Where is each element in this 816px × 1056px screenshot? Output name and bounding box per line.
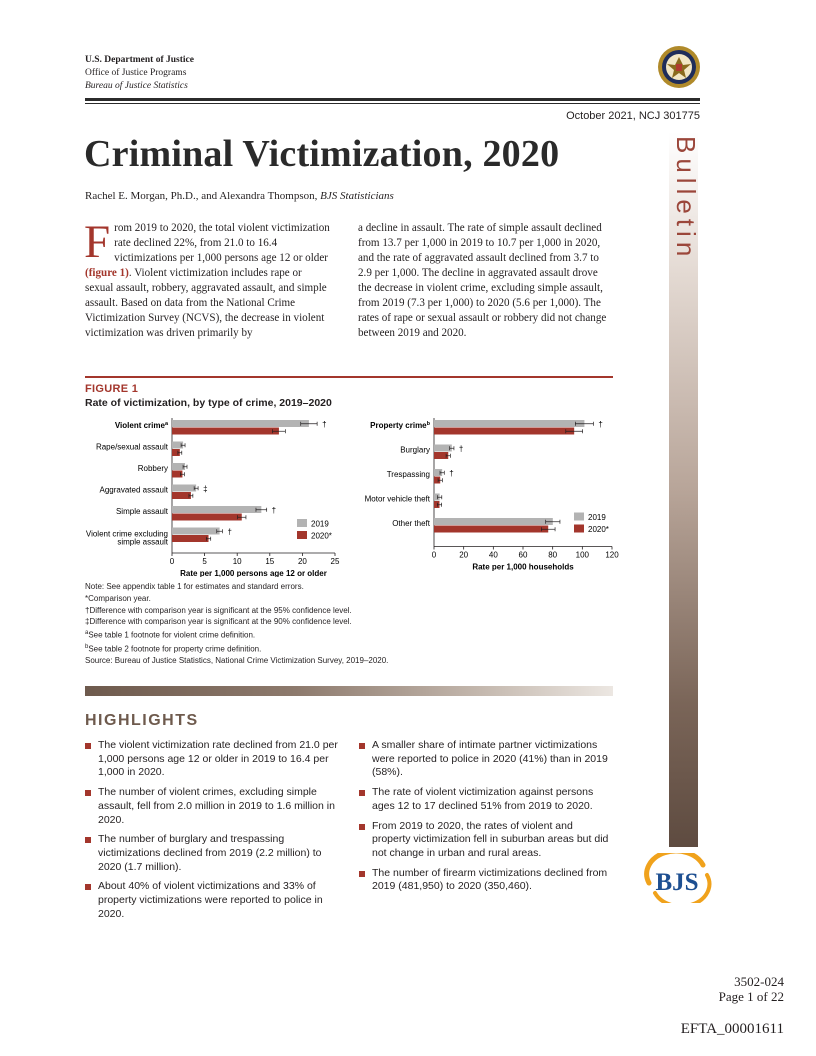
highlight-item: About 40% of violent victimizations and 33% of property victimizations were reported to police in 2020. — [85, 880, 340, 921]
category-label: Robbery — [137, 464, 168, 473]
figure-notes — [85, 581, 388, 667]
bulletin-text: Bulletin — [671, 136, 701, 262]
bar-2019 — [434, 445, 452, 452]
category-label: Trespassing — [386, 470, 430, 479]
x-tick-label: 0 — [431, 550, 437, 560]
bar-2020 — [172, 428, 279, 435]
figure-rule — [85, 376, 613, 378]
author-role: BJS Statisticians — [320, 190, 394, 202]
bulletin-label — [669, 136, 701, 276]
x-tick-label: 20 — [459, 550, 469, 560]
highlight-item: The number of burglary and trespassing victimizations declined from 2019 (2.2 million) to 2020 (1.7 million). — [85, 833, 340, 874]
significance-marker: † — [271, 505, 277, 515]
report-id: October 2021, NCJ 301775 — [566, 110, 700, 122]
page-number: Page 1 of 22 — [718, 989, 784, 1004]
bar-2019 — [172, 420, 309, 427]
category-superscript: b — [426, 421, 430, 427]
category-label: simple assault — [117, 537, 168, 547]
note-line: *Comparison year. — [85, 593, 151, 603]
bar-2019 — [172, 528, 220, 535]
legend-label: 2019 — [311, 519, 329, 529]
figure-label: FIGURE 1 — [85, 383, 139, 395]
significance-marker: † — [598, 419, 603, 429]
bar-2020 — [172, 514, 242, 521]
section-divider — [85, 686, 613, 696]
authors — [85, 190, 394, 202]
department-name: U.S. Department of Justice — [85, 55, 194, 65]
highlights-left-column — [85, 739, 340, 927]
x-tick-label: 15 — [265, 557, 275, 566]
highlight-item: From 2019 to 2020, the rates of violent and property victimization fell in suburban areas but did not change in urban and rural areas. — [359, 820, 614, 861]
note-line: $^b$See table 2 footnote for property crime definition. — [85, 643, 262, 654]
highlight-item: The number of violent crimes, excluding simple assault, fell from 2.0 million in 2019 to 1.6 million in 2020. — [85, 786, 340, 827]
highlight-item: A smaller share of intimate partner victimizations were reported to police in 2020 (41%) than in 2019 (58%). — [359, 739, 614, 780]
category-label: Aggravated assault — [99, 485, 168, 495]
significance-marker: ‡ — [203, 484, 208, 494]
intro-text-1: rom 2019 to 2020, the total violent victimization rate declined 22%, from 21.0 to 16.4 victimizations per 1,000 persons age 12 or older — [114, 222, 330, 264]
significance-marker: † — [458, 444, 464, 454]
x-tick-label: 20 — [297, 557, 307, 566]
bar-2020 — [434, 428, 574, 435]
x-axis-title: Rate per 1,000 persons age 12 or older — [180, 569, 327, 577]
x-tick-label: 80 — [548, 550, 558, 560]
bar-2020 — [434, 526, 548, 533]
note-line: †Difference with comparison year is significant at the 95% confidence level. — [85, 605, 352, 615]
highlight-item: The rate of violent victimization against persons ages 12 to 17 declined 51% from 2019 to 2020. — [359, 786, 614, 813]
dropcap: F — [84, 216, 111, 268]
intro-right-column: a decline in assault. The rate of simple assault declined from 13.7 per 1,000 in 2019 to 10.7 per 1,000 in 2020, and the rate of aggravated assault declined from 3.7 to 2.9 per 1,000. The decline in aggravated assault drove the decrease in violent crime, excluding simple assault, from 2019 (7.3 per 1,000) to 2020 (5.6 per 1,000). The rates of rape or sexual assault or robbery did not change between 2019 and 2020. — [358, 222, 607, 339]
highlight-item: The violent victimization rate declined from 21.0 per 1,000 persons age 12 or older in 2019 to 16.4 per 1,000 in 2020. — [85, 739, 340, 780]
x-tick-label: 25 — [330, 557, 340, 566]
category-label: Burglary — [400, 445, 430, 455]
legend-swatch — [574, 513, 584, 521]
x-tick-label: 40 — [488, 550, 498, 560]
figure-ref-link[interactable]: (figure 1) — [85, 267, 129, 279]
efta-id: EFTA_00001611 — [680, 1021, 784, 1037]
bar-2019 — [434, 420, 584, 427]
doc-number: 3502-024 — [734, 974, 784, 989]
intro-text-2: . Violent victimization includes rape or sexual assault, robbery, aggravated assault, and simple assault. Based on data from the National Crime Victimization Survey (NCVS), the decrease in violent victimization was driven primarily by — [85, 267, 327, 339]
category-label: Property crime$^b$ — [370, 421, 430, 430]
significance-marker: † — [322, 419, 327, 429]
bar-2019 — [434, 518, 553, 525]
highlights-title: HIGHLIGHTS — [85, 712, 199, 729]
legend-swatch — [297, 519, 307, 527]
author-names: Rachel E. Morgan, Ph.D., and Alexandra Thompson, — [85, 190, 318, 202]
legend-label: 2020* — [588, 525, 609, 534]
figure-1-chart — [80, 412, 620, 577]
highlight-item: The number of firearm victimizations declined from 2019 (481,950) to 2020 (350,460). — [359, 867, 614, 894]
note-line: $^a$See table 1 footnote for violent crime definition. — [85, 630, 256, 640]
significance-marker: † — [227, 527, 232, 537]
x-tick-label: 100 — [575, 550, 590, 560]
x-tick-label: 0 — [169, 557, 175, 566]
bar-2020 — [172, 535, 209, 542]
figure-title: Rate of victimization, by type of crime, 2019–2020 — [85, 397, 332, 409]
header-rule-thin — [85, 103, 700, 104]
category-label: Violent crime$^a$ — [114, 421, 168, 430]
page-title: Criminal Victimization, 2020 — [84, 133, 560, 175]
legend-swatch — [297, 531, 307, 539]
bureau-name: Bureau of Justice Statistics — [85, 81, 188, 91]
category-label: Violent crime excluding — [85, 529, 168, 539]
header-rule — [85, 98, 700, 101]
category-superscript: a — [164, 421, 168, 427]
x-tick-label: 5 — [202, 557, 207, 566]
source-line: Source: Bureau of Justice Statistics, National Crime Victimization Survey, 2019–2020. — [85, 656, 389, 666]
category-label: Simple assault — [115, 507, 168, 516]
category-label: Rape/sexual assault — [95, 442, 168, 452]
bar-2019 — [172, 506, 261, 513]
office-name: Office of Justice Programs — [85, 68, 187, 78]
significance-marker: † — [449, 468, 454, 478]
footer-doc-info — [719, 974, 784, 1004]
note-line: Note: See appendix table 1 for estimates and standard errors. — [85, 582, 304, 591]
doj-seal-icon — [657, 45, 701, 89]
x-tick-label: 10 — [232, 557, 242, 566]
note-line: ‡Difference with comparison year is significant at the 90% confidence level. — [85, 617, 352, 627]
legend-swatch — [574, 525, 584, 533]
x-tick-label: 60 — [518, 550, 528, 560]
category-label: Other theft — [392, 519, 430, 528]
highlights-right-column — [359, 739, 614, 900]
bar-2020 — [172, 492, 191, 499]
legend-label: 2019 — [588, 513, 606, 522]
bjs-logo-text: BJS — [655, 869, 699, 896]
x-tick-label: 120 — [605, 550, 619, 560]
category-label: Motor vehicle theft — [364, 494, 430, 504]
legend-label: 2020* — [311, 531, 332, 541]
bar-2019 — [172, 485, 196, 492]
x-axis-title: Rate per 1,000 households — [472, 562, 574, 572]
bjs-logo-icon — [641, 853, 713, 903]
agency-block — [85, 54, 194, 93]
intro-left-column — [84, 216, 331, 341]
